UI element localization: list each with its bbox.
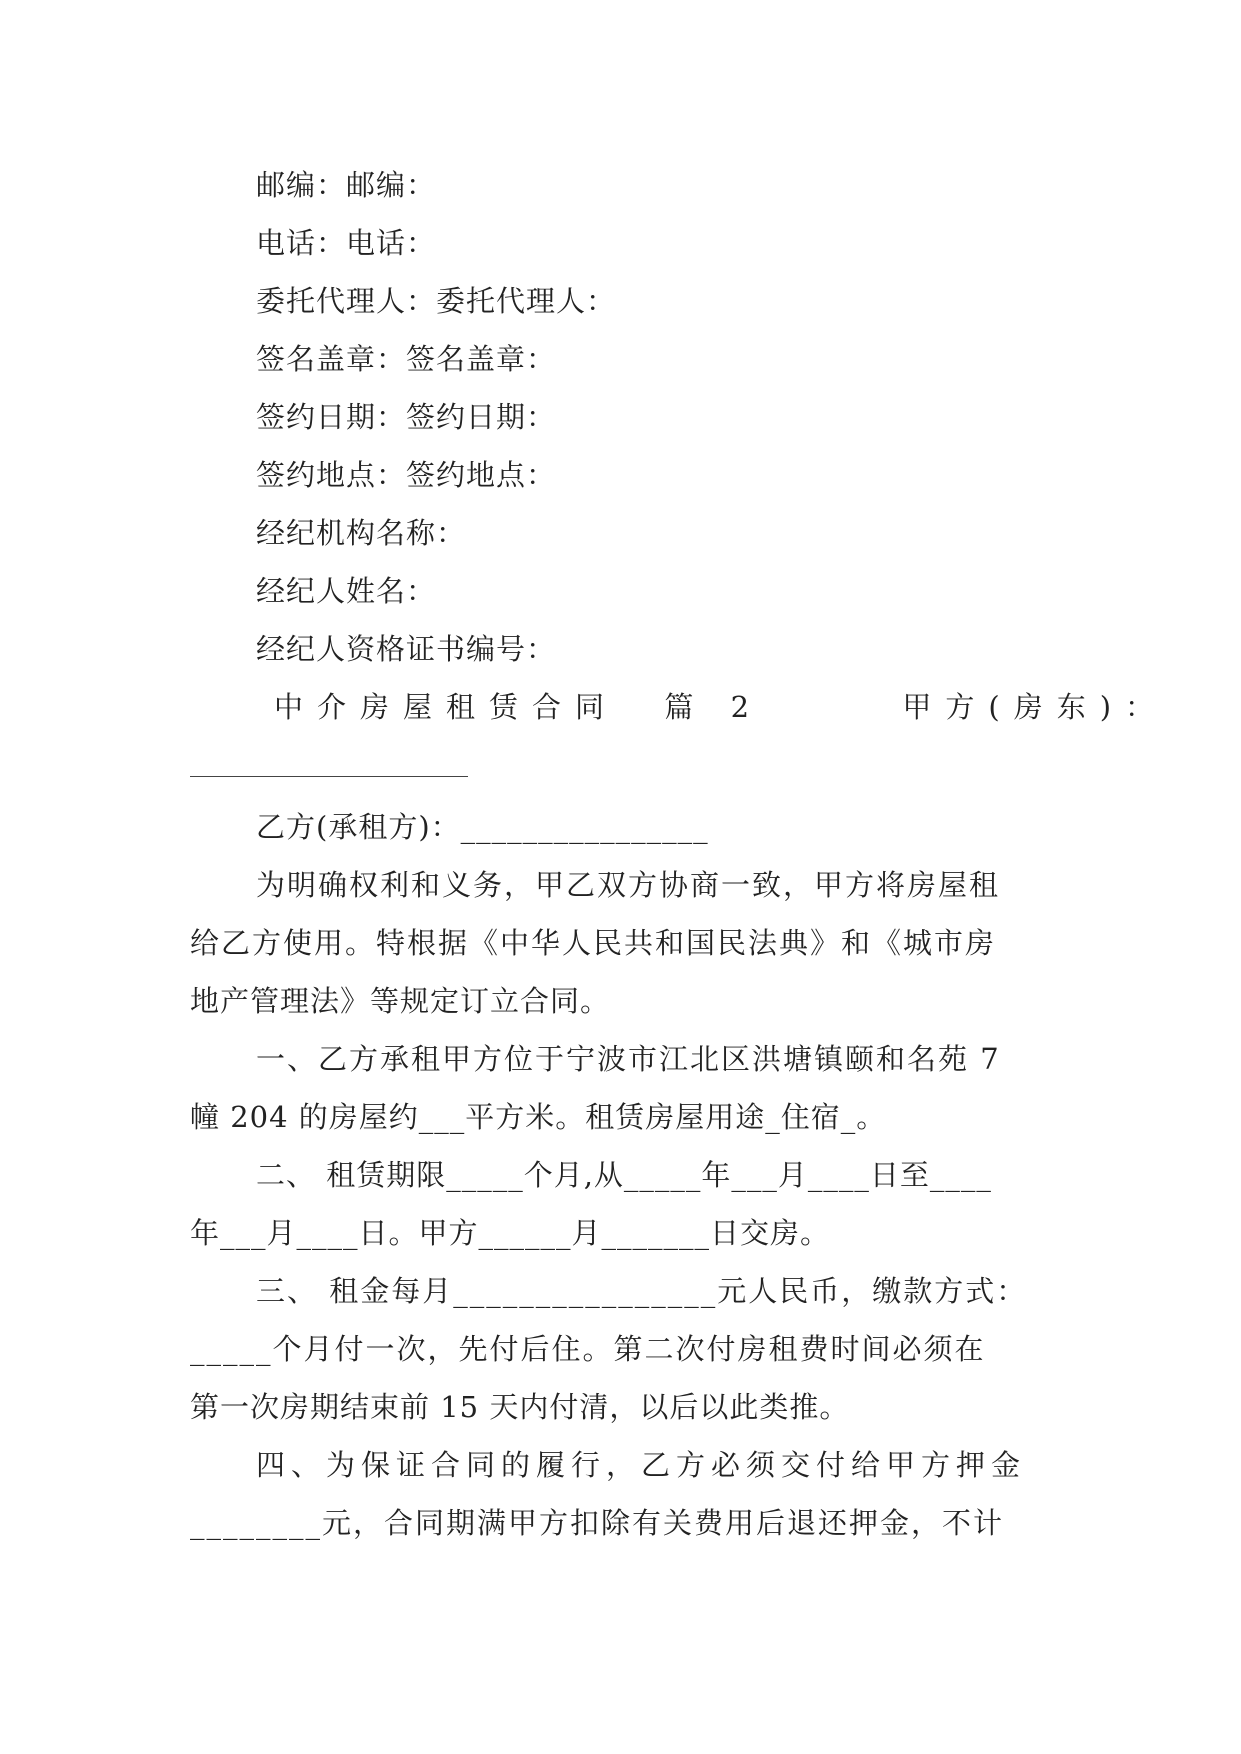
clause-3-line-1: 三、 租金每月________________元人民币，缴款方式： <box>256 1274 1028 1308</box>
sign-date-line: 签约日期：签约日期： <box>256 400 557 434</box>
clause-3-line-2: _____个月付一次，先付后住。第二次付房租费时间必须在 <box>190 1332 986 1366</box>
clause-3-line-3: 第一次房期结束前 15 天内付清，以后以此类推。 <box>190 1390 850 1424</box>
contract-title-line: 中介房屋租赁合同 篇 2 甲方(房东)： <box>274 690 1169 724</box>
sign-place-line: 签约地点：签约地点： <box>256 458 557 492</box>
clause-1-line-2: 幢 204 的房屋约___平方米。租赁房屋用途_住宿_。 <box>190 1100 887 1134</box>
clause-2-line-2: 年___月____日。甲方______月_______日交房。 <box>190 1216 831 1250</box>
signature-line: 签名盖章：签名盖章： <box>256 342 557 376</box>
broker-name-line: 经纪人姓名： <box>256 574 437 608</box>
preamble-line-1: 为明确权利和义务，甲乙双方协商一致，甲方将房屋租 <box>256 868 1001 902</box>
postcode-line: 邮编：邮编： <box>256 168 437 202</box>
clause-4-line-2: ________元，合同期满甲方扣除有关费用后退还押金，不计 <box>190 1506 1005 1540</box>
agent-line: 委托代理人：委托代理人： <box>256 284 617 318</box>
preamble-line-3: 地产管理法》等规定订立合同。 <box>190 984 611 1018</box>
preamble-line-2: 给乙方使用。特根据《中华人民共和国民法典》和《城市房 <box>190 926 997 960</box>
clause-2-line-1: 二、 租赁期限_____个月,从_____年___月____日至____ <box>256 1158 992 1192</box>
landlord-underline <box>190 776 468 777</box>
tenant-line: 乙方(承租方)：________________ <box>256 810 709 844</box>
phone-line: 电话：电话： <box>256 226 437 260</box>
clause-1-line-1: 一、乙方承租甲方位于宁波市江北区洪塘镇颐和名苑 7 <box>256 1042 1001 1076</box>
broker-cert-line: 经纪人资格证书编号： <box>256 632 557 666</box>
agency-name-line: 经纪机构名称： <box>256 516 467 550</box>
clause-4-line-1: 四、为保证合同的履行，乙方必须交付给甲方押金 <box>256 1448 1027 1482</box>
